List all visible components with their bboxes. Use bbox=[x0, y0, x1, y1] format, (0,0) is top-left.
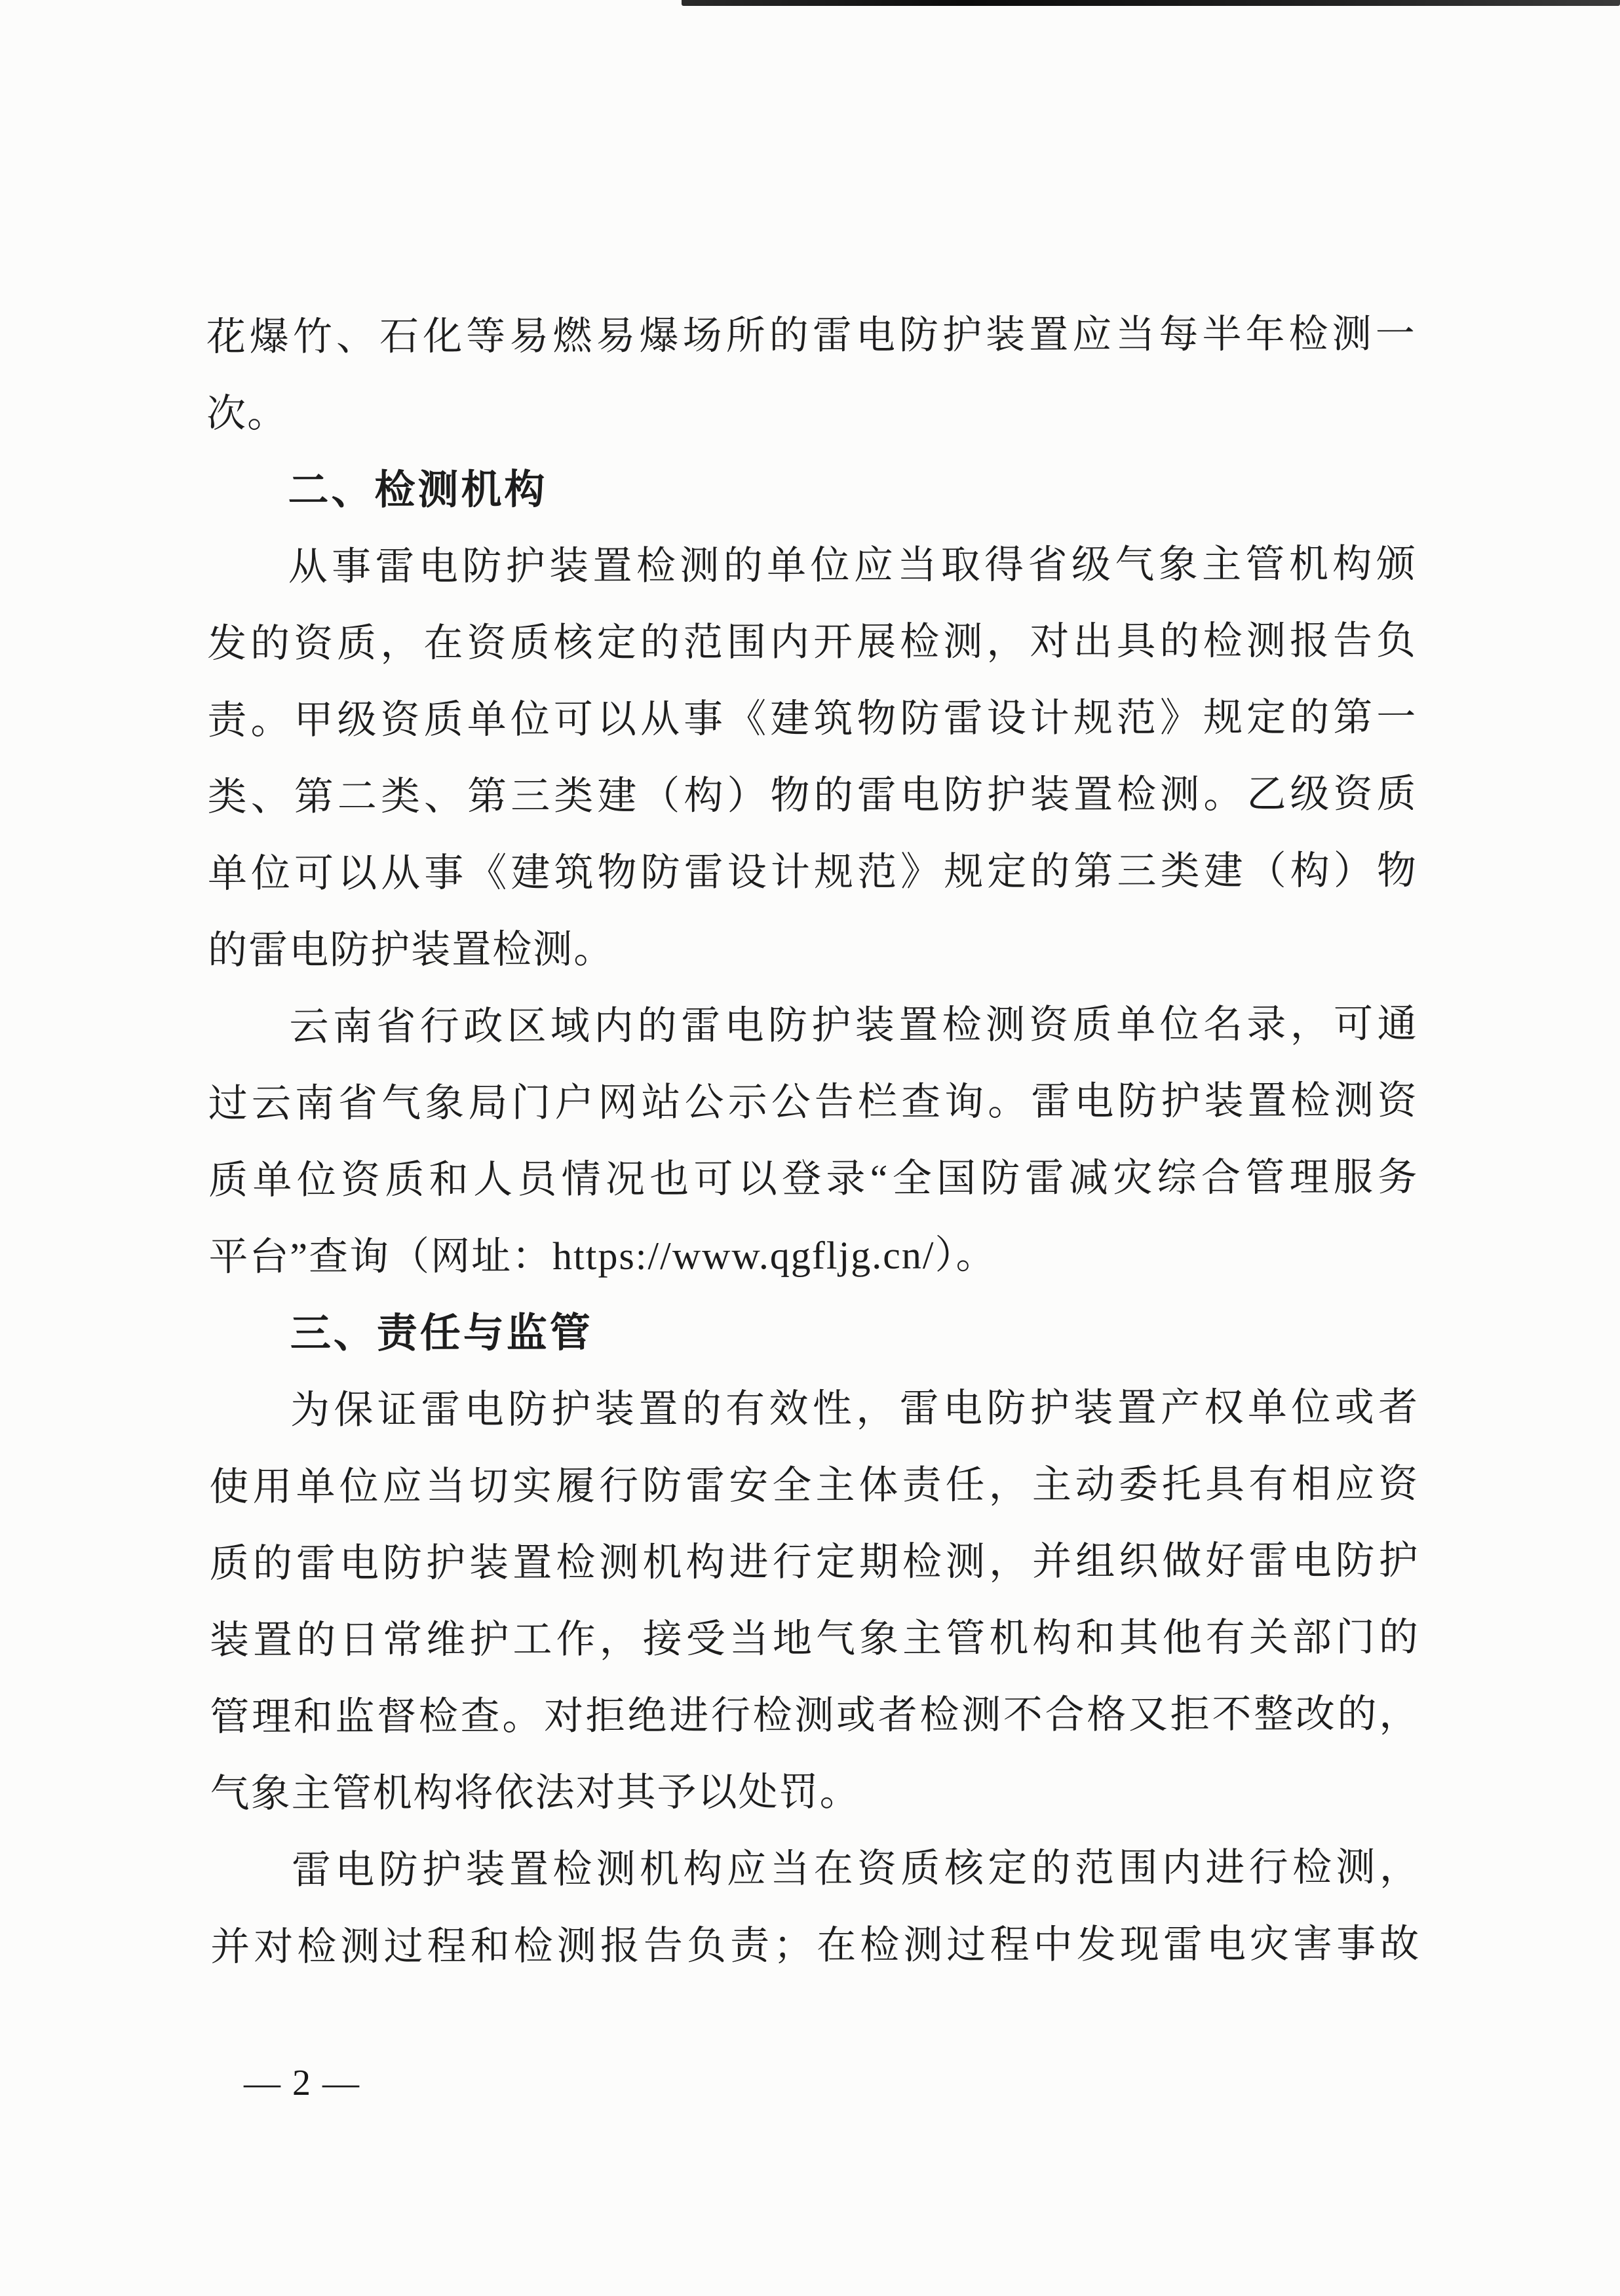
text-line: 发的资质，在资质核定的范围内开展检测，对出具的检测报告负 bbox=[206, 619, 1416, 666]
text-line: 责。甲级资质单位可以从事《建筑物防雷设计规范》规定的第一 bbox=[207, 695, 1416, 742]
text-line: 为保证雷电防护装置的有效性，雷电防护装置产权单位或者 bbox=[290, 1385, 1418, 1432]
text-line: 单位可以从事《建筑物防雷设计规范》规定的第三类建（构）物 bbox=[207, 849, 1417, 896]
section-heading: 二、检测机构 bbox=[288, 467, 548, 514]
section-heading: 三、责任与监管 bbox=[290, 1310, 593, 1357]
text-line: 花爆竹、石化等易燃易爆场所的雷电防护装置应当每半年检测一 bbox=[206, 312, 1415, 359]
text-line: 过云南省气象局门户网站公示公告栏查询。雷电防护装置检测资 bbox=[208, 1079, 1417, 1126]
text-line: 管理和监督检查。对拒绝进行检测或者检测不合格又拒不整改的， bbox=[210, 1692, 1419, 1739]
text-line: 使用单位应当切实履行防雷安全主体责任，主动委托具有相应资 bbox=[209, 1462, 1418, 1509]
text-line: 并对检测过程和检测报告负责；在检测过程中发现雷电灾害事故 bbox=[210, 1922, 1419, 1969]
text-line: 平台”查询（网址：https://www.qgfljg.cn/）。 bbox=[208, 1233, 997, 1279]
scan-artifact-top-edge bbox=[682, 0, 1620, 6]
text-line: 质单位资质和人员情况也可以登录“全国防雷减灾综合管理服务 bbox=[208, 1155, 1418, 1202]
text-line: 云南省行政区域内的雷电防护装置检测资质单位名录，可通 bbox=[289, 1002, 1417, 1049]
text-line: 从事雷电防护装置检测的单位应当取得省级气象主管机构颁 bbox=[288, 542, 1416, 589]
text-line: 次。 bbox=[206, 392, 288, 436]
text-line: 类、第二类、第三类建（构）物的雷电防护装置检测。乙级资质 bbox=[207, 772, 1416, 819]
document-body bbox=[206, 296, 1419, 1986]
text-line: 气象主管机构将依法对其予以处罚。 bbox=[210, 1770, 860, 1816]
text-line: 装置的日常维护工作，接受当地气象主管机构和其他有关部门的 bbox=[209, 1615, 1419, 1662]
text-line: 质的雷电防护装置检测机构进行定期检测，并组织做好雷电防护 bbox=[209, 1539, 1418, 1586]
text-line: 的雷电防护装置检测。 bbox=[208, 927, 615, 972]
page-number: — 2 — bbox=[244, 2063, 360, 2103]
text-line: 雷电防护装置检测机构应当在资质核定的范围内进行检测， bbox=[291, 1845, 1419, 1892]
